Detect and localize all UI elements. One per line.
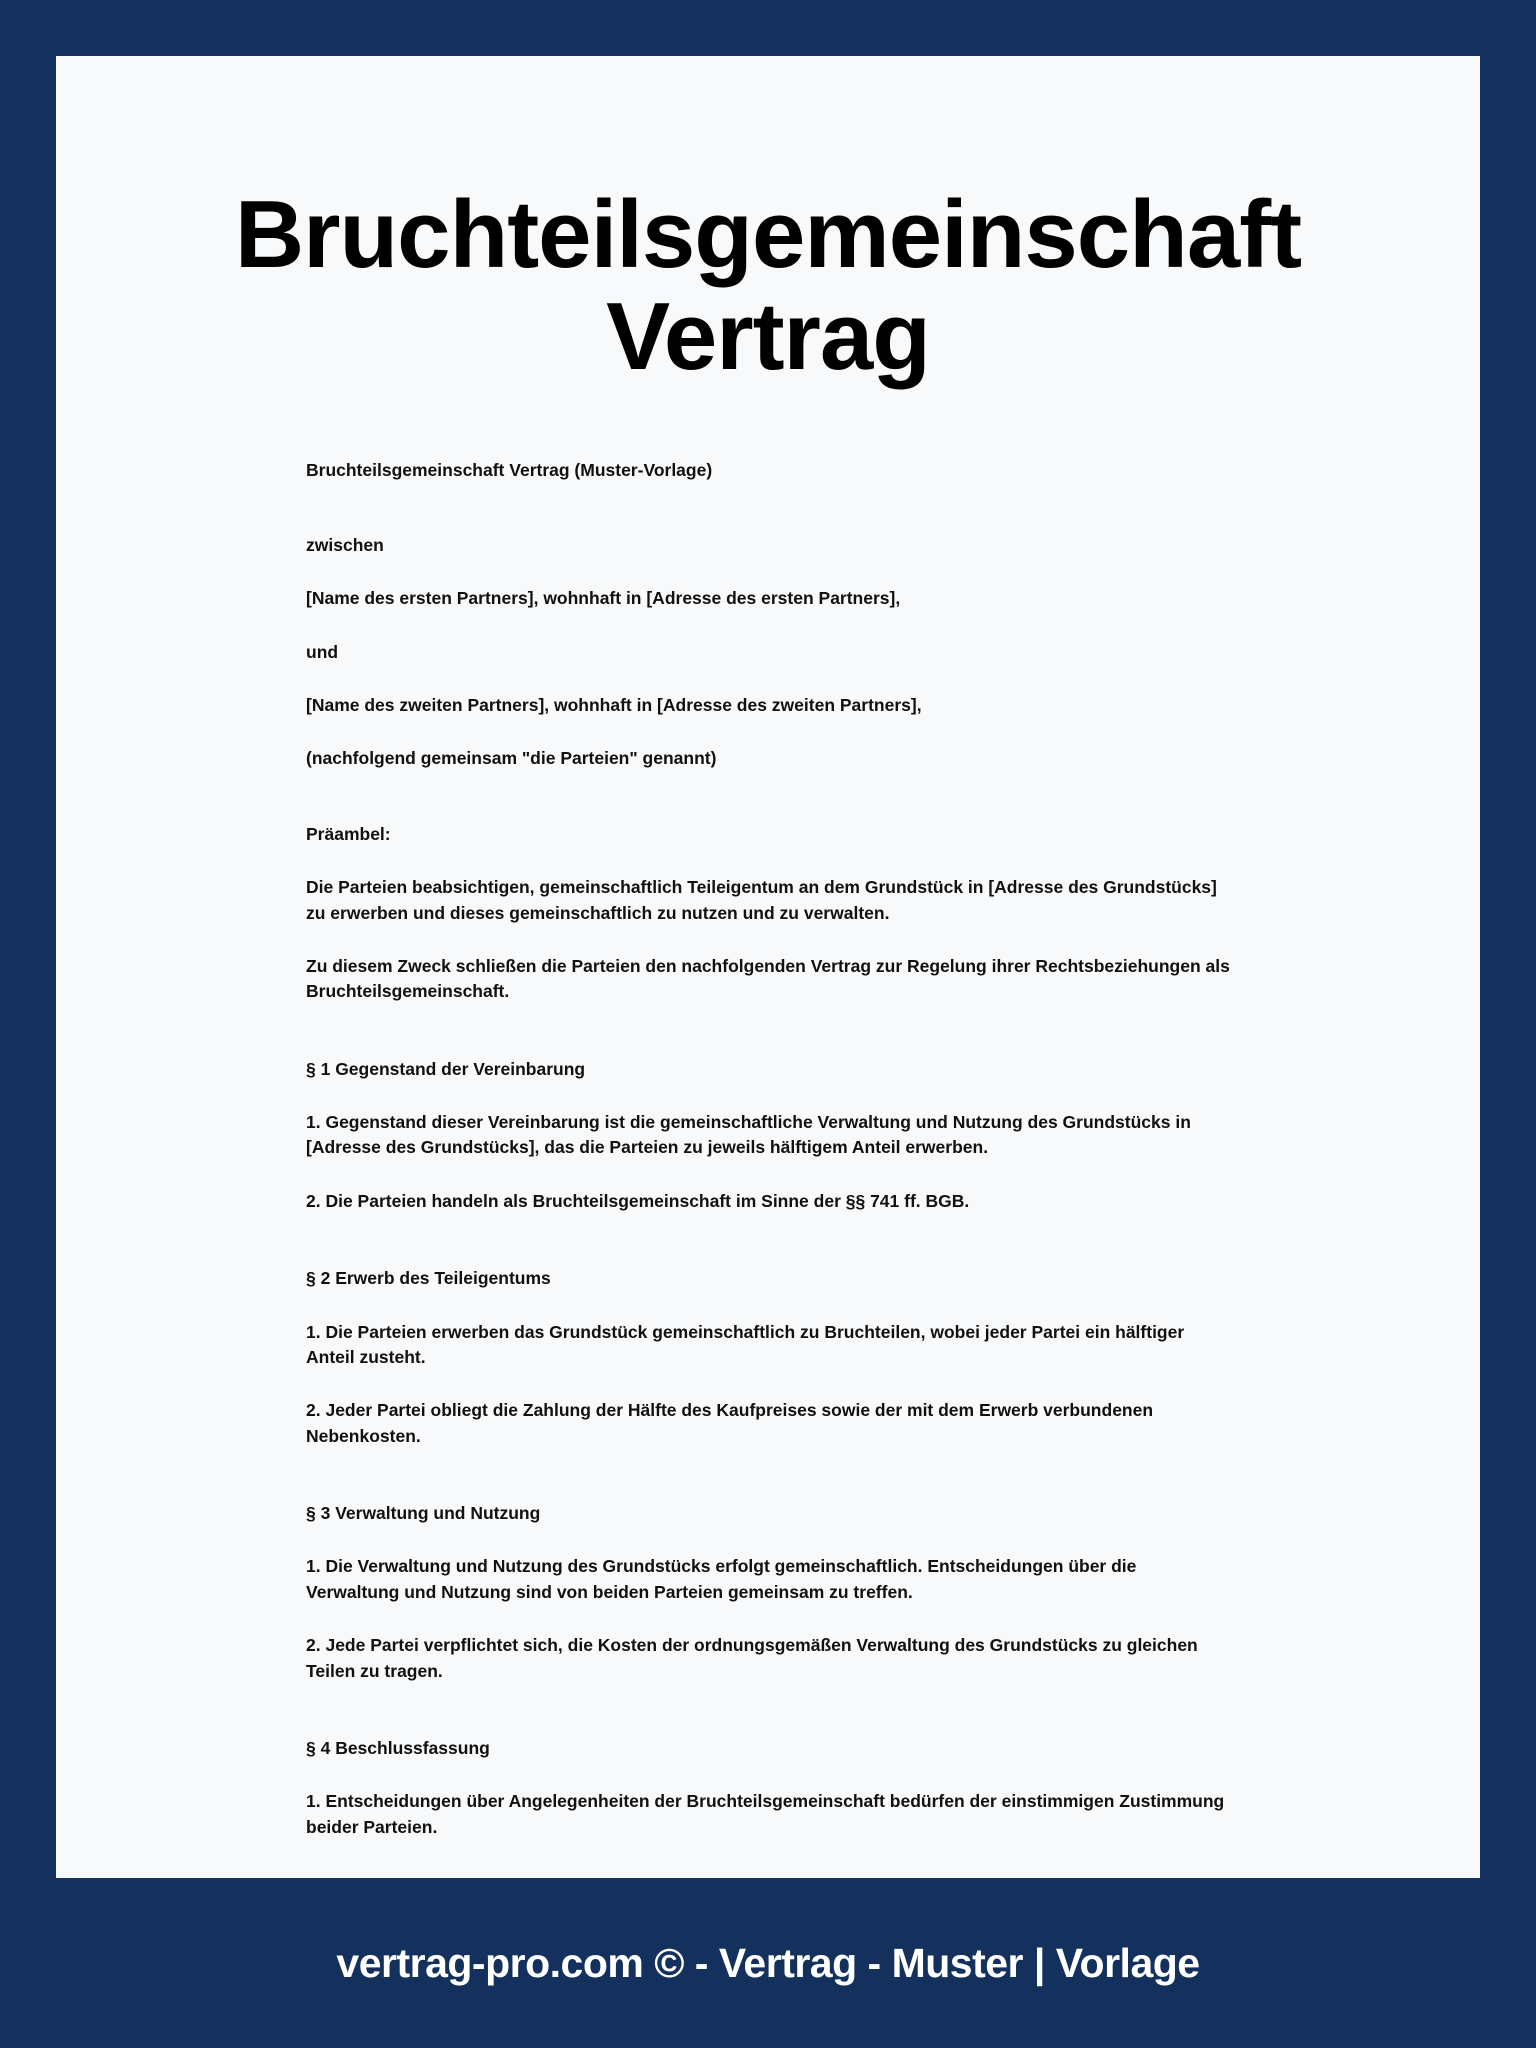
spacer <box>306 1033 1230 1057</box>
preamble-heading: Präambel: <box>306 823 391 844</box>
parties-collective: (nachfolgend gemeinsam "die Parteien" genannt) <box>306 748 717 769</box>
document-subtitle: Bruchteilsgemeinschaft Vertrag (Muster-Vorlage) <box>306 459 713 480</box>
spacer <box>306 1242 1230 1266</box>
preamble-paragraph: Zu diesem Zweck schließen die Parteien den nachfolgenden Vertrag zur Regelung ihrer Rechtsbeziehungen als Bruchteilsgemeinschaft. <box>306 955 1230 1002</box>
parties-second-party: [Name des zweiten Partners], wohnhaft in [Adresse des zweiten Partners], <box>306 695 922 715</box>
preamble-paragraph: Die Parteien beabsichtigen, gemeinschaftlich Teileigentum an dem Grundstück in [Adresse des Grundstücks] zu erwerben und dieses gemeinschaftlich zu nutzen und zu verwalten. <box>306 877 1217 923</box>
footer <box>0 1878 1536 2048</box>
footer-text: vertrag-pro.com © - Vertrag - Muster | Vorlage <box>336 1939 1200 1986</box>
spacer <box>306 511 1230 533</box>
section-heading-1: § 1 Gegenstand der Vereinbarung <box>306 1058 586 1079</box>
section-heading-2: § 2 Erwerb des Teileigentums <box>306 1268 551 1289</box>
section-paragraph: 1. Entscheidungen über Angelegenheiten der Bruchteilsgemeinschaft bedürfen der einstimmigen Zustimmung beider Parteien. <box>306 1791 1225 1837</box>
spacer <box>306 1712 1230 1736</box>
section-paragraph: 1. Gegenstand dieser Vereinbarung ist die gemeinschaftliche Verwaltung und Nutzung des Grundstücks in [Adresse des Grundstücks], das die Parteien zu jeweils hälftigem Anteil erwerben. <box>306 1112 1191 1158</box>
section-paragraph: 1. Die Verwaltung und Nutzung des Grundstücks erfolgt gemeinschaftlich. Entscheidungen über die Verwaltung und Nutzung sind von beiden Parteien gemeinsam zu treffen. <box>306 1556 1137 1602</box>
page-title: Bruchteilsgemeinschaft Vertrag <box>234 181 1302 390</box>
spacer <box>306 800 1230 822</box>
section-heading-4: § 4 Beschlussfassung <box>306 1737 490 1758</box>
document-body <box>56 388 1480 1841</box>
section-paragraph: 2. Jeder Partei obliegt die Zahlung der Hälfte des Kaufpreises sowie der mit dem Erwerb verbundenen Nebenkosten. <box>306 1400 1154 1446</box>
section-heading-3: § 3 Verwaltung und Nutzung <box>306 1503 541 1523</box>
section-paragraph: 2. Die Parteien handeln als Bruchteilsgemeinschaft im Sinne der §§ 741 ff. BGB. <box>306 1190 970 1211</box>
section-paragraph: 1. Die Parteien erwerben das Grundstück gemeinschaftlich zu Bruchteilen, wobei jeder Partei ein hälftiger Anteil zusteht. <box>306 1321 1185 1367</box>
parties-and-label: und <box>306 641 339 662</box>
parties-first-party: [Name des ersten Partners], wohnhaft in [Adresse des ersten Partners], <box>306 588 901 609</box>
spacer <box>306 1477 1230 1501</box>
document-sheet <box>56 56 1480 1878</box>
section-paragraph: 2. Jede Partei verpflichtet sich, die Kosten der ordnungsgemäßen Verwaltung des Grundstücks zu gleichen Teilen zu tragen. <box>306 1635 1198 1681</box>
parties-between-label: zwischen <box>306 534 384 555</box>
